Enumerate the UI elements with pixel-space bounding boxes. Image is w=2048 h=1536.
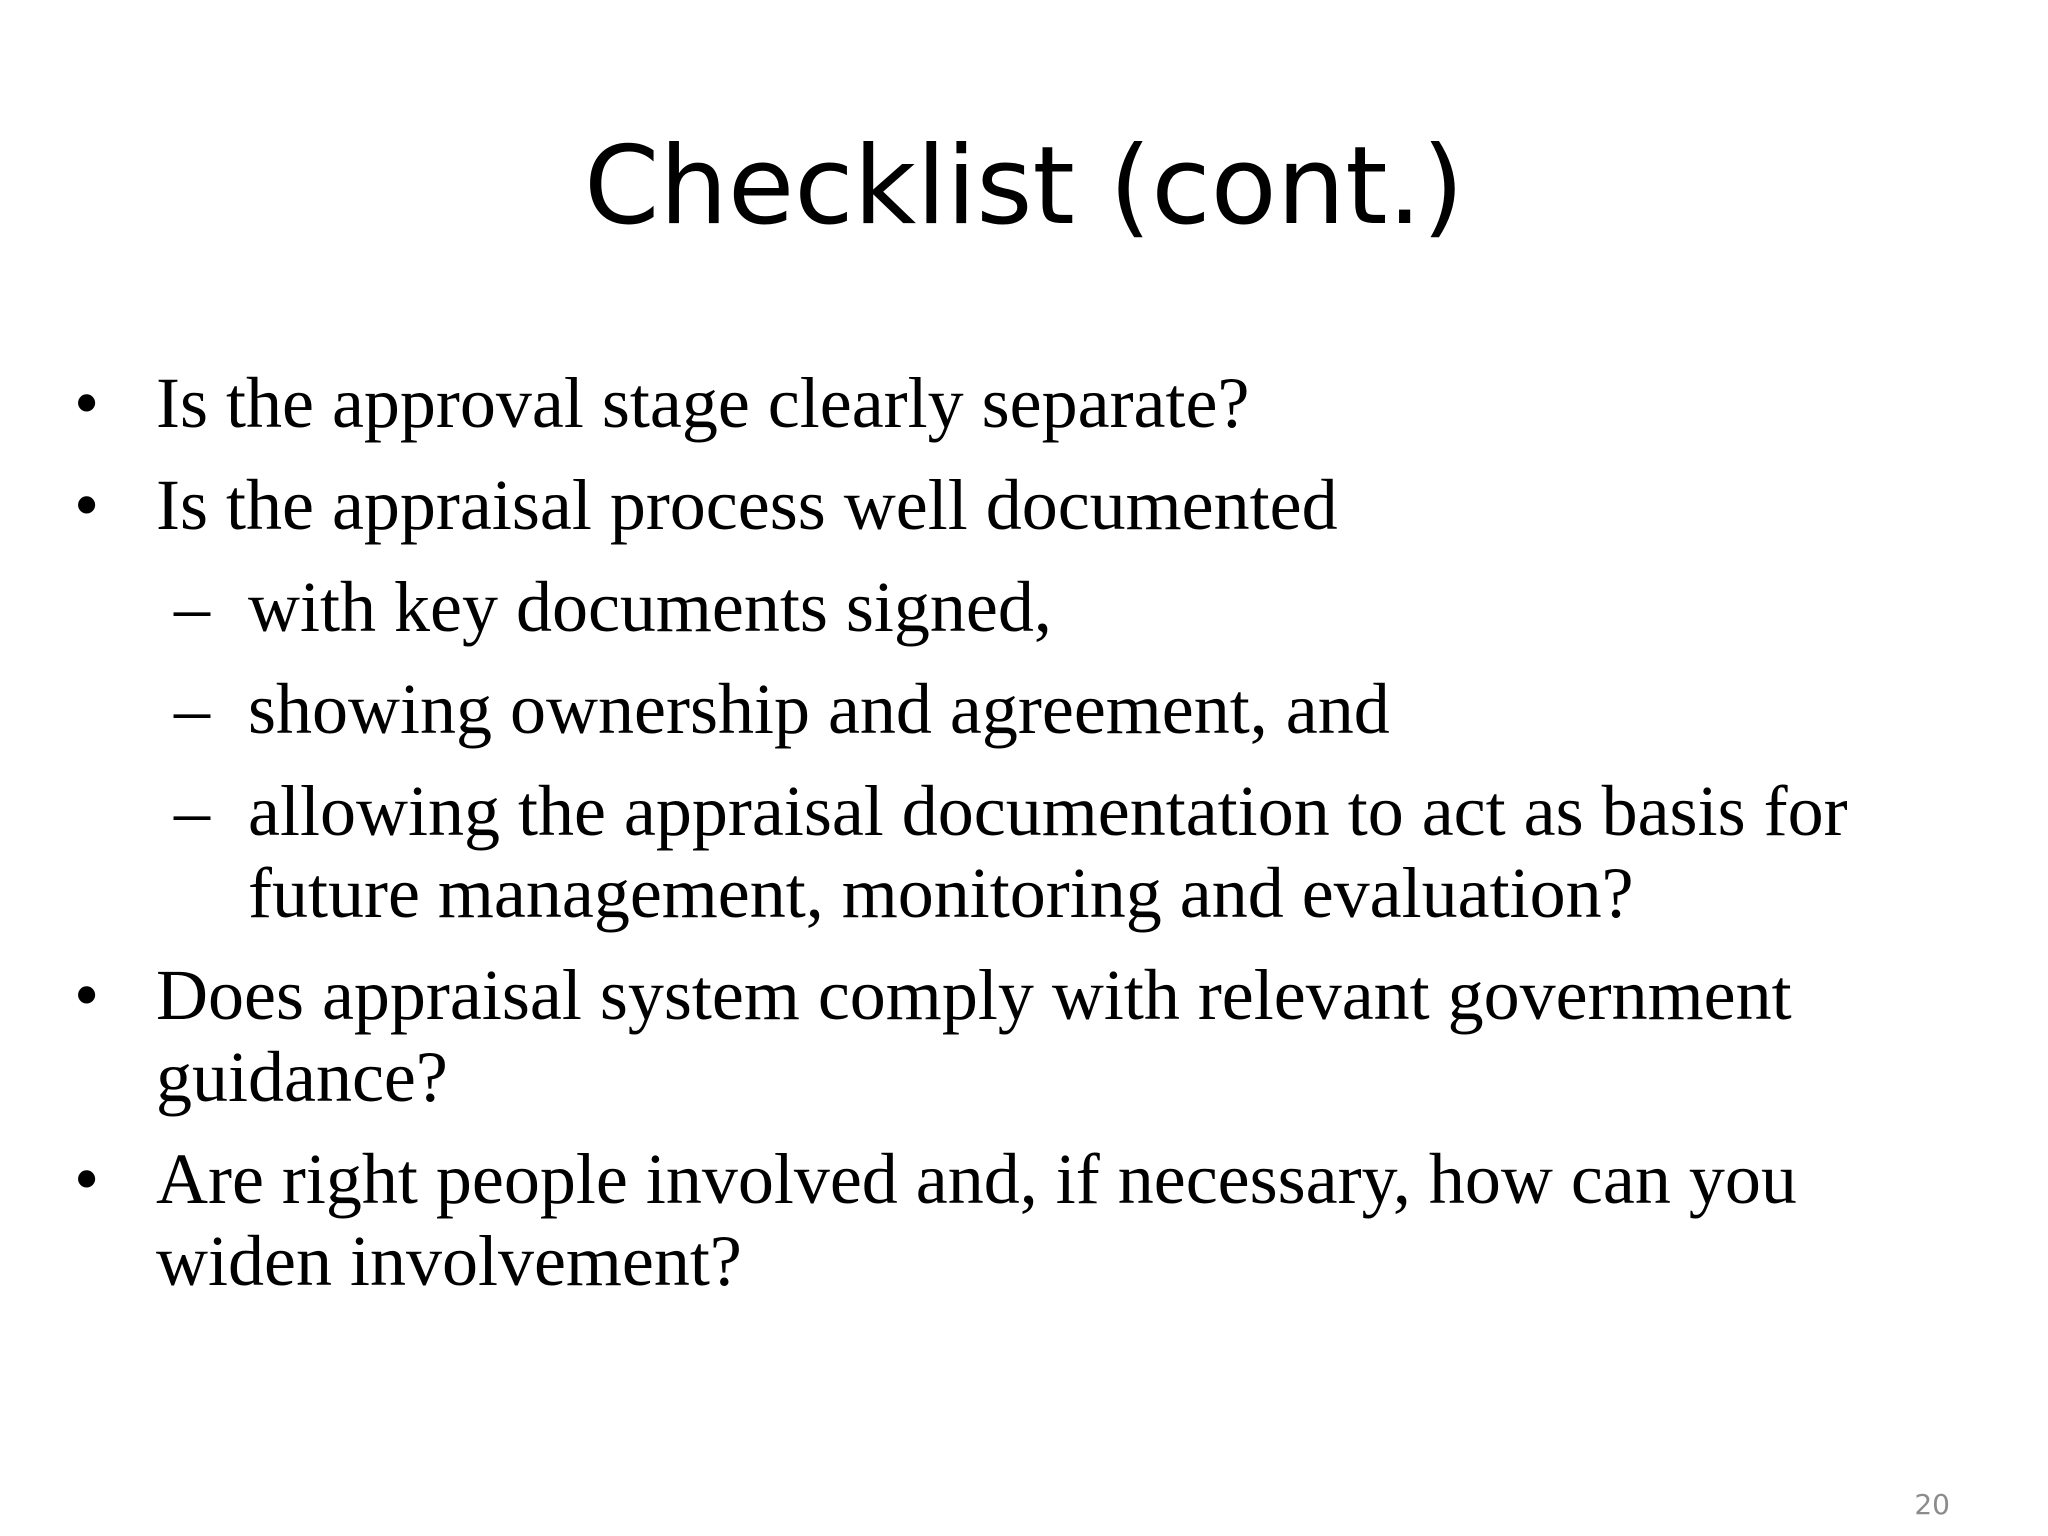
list-item	[70, 464, 1980, 546]
sub-list-item	[70, 668, 1980, 750]
list-item	[70, 954, 1980, 1118]
sub-list-item-text: showing ownership and agreement, and	[248, 669, 1390, 749]
sub-list-item-text: with key documents signed,	[248, 567, 1052, 647]
sub-list-item	[70, 770, 1980, 934]
bullet-marker: •	[74, 955, 100, 1035]
list-item-text: Is the appraisal process well documented	[156, 465, 1338, 545]
list-item-text: Are right people involved and, if necessary, how can you widen involvement?	[156, 1139, 1797, 1301]
list-item-text: Is the approval stage clearly separate?	[156, 363, 1250, 443]
dash-marker: –	[174, 669, 210, 749]
dash-marker: –	[174, 567, 210, 647]
list-item-text: Does appraisal system comply with relevant government guidance?	[156, 955, 1792, 1117]
page-number: 20	[1914, 1488, 1950, 1521]
sub-list-item-text: allowing the appraisal documentation to act as basis for future management, monitoring and evaluation?	[248, 771, 1848, 933]
slide-title: Checklist (cont.)	[583, 124, 1465, 249]
sub-list-item	[70, 566, 1980, 648]
bullet-marker: •	[74, 465, 100, 545]
dash-marker: –	[174, 771, 210, 851]
bullet-list	[70, 362, 1980, 1322]
bullet-marker: •	[74, 363, 100, 443]
list-item	[70, 1138, 1980, 1302]
bullet-marker: •	[74, 1139, 100, 1219]
list-item	[70, 362, 1980, 444]
